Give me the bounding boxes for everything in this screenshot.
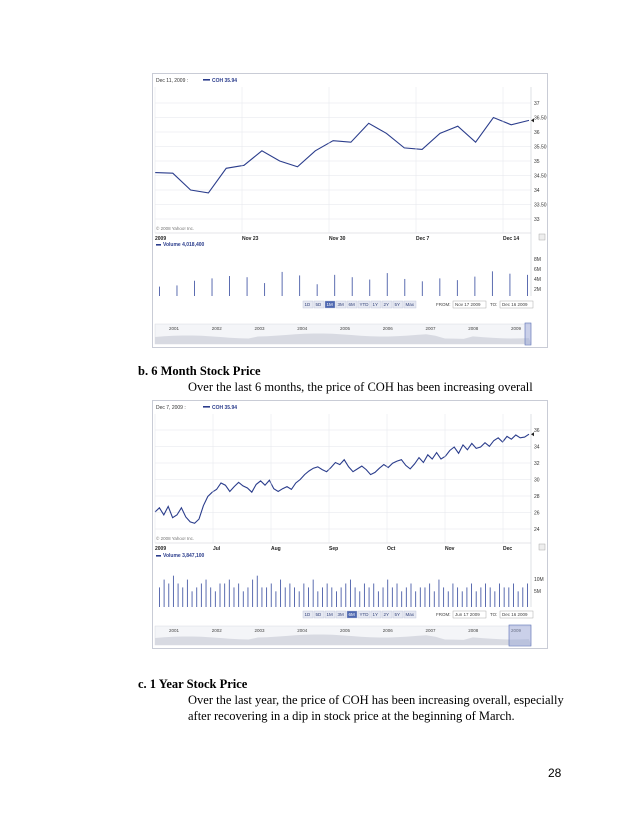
to-label: TO: — [490, 612, 498, 618]
volume-bar — [345, 584, 346, 608]
volume-swatch-icon — [156, 244, 161, 246]
range-button-label: 5Y — [394, 612, 401, 618]
from-date-value: Jun 17 2009 — [455, 612, 480, 618]
range-button-label: 1Y — [372, 302, 379, 308]
copyright-text: © 2008 Yahoo! Inc. — [156, 536, 195, 541]
navigator-year-label: 2002 — [211, 326, 222, 331]
volume-bar — [425, 587, 426, 607]
range-button-label: 3M — [337, 302, 344, 308]
range-button-label: YTD — [359, 302, 369, 308]
navigator-year-label: 2008 — [468, 326, 479, 331]
y-tick-label: 33.50 — [534, 202, 547, 209]
volume-bar — [164, 580, 165, 607]
x-tick-label: Nov — [445, 546, 455, 552]
volume-bar — [206, 580, 207, 607]
volume-bar — [247, 277, 248, 296]
volume-bar — [350, 580, 351, 607]
volume-tick-label: 5M — [534, 589, 541, 595]
volume-bar — [238, 584, 239, 608]
range-button-label: 1D — [304, 302, 311, 308]
y-tick-label: 37 — [534, 101, 540, 107]
volume-bar — [387, 273, 388, 296]
volume-bar — [280, 580, 281, 607]
price-line — [155, 434, 529, 523]
chart-header-symbol: COH 35.94 — [212, 405, 238, 411]
to-date-value: Dec 16 2009 — [502, 612, 528, 618]
navigator-window-handle[interactable] — [509, 625, 531, 646]
volume-bar — [285, 587, 286, 607]
volume-bar — [327, 584, 328, 608]
volume-bar — [299, 591, 300, 607]
y-tick-label: 28 — [534, 494, 540, 500]
navigator-window-handle[interactable] — [525, 323, 531, 345]
to-label: TO: — [490, 302, 498, 308]
six-month-chart-screenshot — [152, 400, 548, 649]
volume-bar — [264, 283, 265, 296]
volume-bar — [509, 274, 510, 296]
navigator-year-label: 2001 — [169, 628, 180, 633]
range-button-label: Max — [405, 302, 415, 308]
volume-bar — [220, 584, 221, 608]
from-label: FROM: — [436, 302, 451, 308]
volume-bar — [182, 587, 183, 607]
volume-bar — [513, 584, 514, 608]
volume-bar — [234, 587, 235, 607]
y-tick-label: 26 — [534, 510, 540, 517]
volume-bar — [429, 584, 430, 608]
navigator-year-label: 2003 — [254, 326, 265, 331]
y-tick-label: 34 — [534, 444, 540, 451]
volume-tick-label: 10M — [534, 577, 544, 583]
range-button-label: 6M — [348, 612, 355, 618]
volume-bar — [275, 591, 276, 607]
volume-bar — [289, 584, 290, 608]
volume-bar — [322, 587, 323, 607]
navigator-year-label: 2003 — [254, 628, 265, 633]
volume-tick-label: 2M — [534, 287, 541, 293]
section-b-title: b. 6 Month Stock Price — [138, 364, 261, 378]
volume-bar — [527, 584, 528, 608]
volume-bar — [352, 277, 353, 296]
y-tick-label: 36 — [534, 428, 540, 434]
x-tick-label: Dec 14 — [503, 236, 520, 242]
volume-bar — [341, 587, 342, 607]
volume-bar — [215, 591, 216, 607]
volume-swatch-icon — [156, 555, 161, 557]
volume-bar — [480, 587, 481, 607]
volume-bar — [499, 584, 500, 608]
volume-bar — [404, 279, 405, 296]
y-tick-label: 30 — [534, 477, 540, 484]
volume-label: Volume 3,847,100 — [163, 553, 205, 559]
volume-bar — [369, 280, 370, 296]
navigator-year-label: 2007 — [425, 628, 436, 633]
volume-bar — [392, 587, 393, 607]
volume-bar — [485, 584, 486, 608]
volume-bar — [168, 584, 169, 608]
volume-bar — [177, 285, 178, 296]
volume-bar — [378, 591, 379, 607]
range-button-label: 2Y — [383, 302, 390, 308]
volume-tick-label: 4M — [534, 277, 541, 283]
volume-bar — [187, 580, 188, 607]
volume-bar — [355, 587, 356, 607]
navigator-year-label: 2005 — [340, 628, 351, 633]
six-month-chart-svg — [153, 401, 547, 648]
volume-bar — [261, 587, 262, 607]
chart-header-date: Dec 11, 2009 : — [156, 78, 189, 84]
volume-bar — [248, 587, 249, 607]
volume-bar — [457, 587, 458, 607]
volume-label: Volume 4,018,400 — [163, 242, 205, 248]
volume-bar — [411, 584, 412, 608]
y-tick-label: 34 — [534, 188, 540, 194]
volume-bar — [387, 580, 388, 607]
volume-bar — [308, 587, 309, 607]
x-tick-label: Nov 30 — [329, 236, 346, 242]
volume-bar — [462, 591, 463, 607]
volume-bar — [466, 587, 467, 607]
last-price-marker-icon — [531, 118, 534, 122]
one-month-chart-screenshot — [152, 73, 548, 348]
volume-bar — [201, 584, 202, 608]
volume-bar — [282, 272, 283, 296]
volume-bar — [212, 278, 213, 296]
volume-bar — [334, 275, 335, 296]
range-button-label: Max — [405, 612, 415, 618]
volume-bar — [224, 584, 225, 608]
y-tick-label: 35.50 — [534, 144, 547, 151]
y-tick-label: 33 — [534, 217, 540, 223]
volume-bar — [490, 587, 491, 607]
x-tick-label: 2009 — [155, 236, 167, 242]
volume-bar — [266, 587, 267, 607]
volume-bar — [359, 591, 360, 607]
volume-bar — [401, 591, 402, 607]
volume-bar — [420, 587, 421, 607]
x-tick-label: Aug — [271, 546, 281, 552]
volume-bar — [173, 576, 174, 607]
x-tick-label: Sep — [329, 546, 339, 552]
section-c-body: Over the last year, the price of COH has been increasing overall, especially after recovering in a dip in stock price at the beginning of March. — [188, 693, 564, 723]
volume-bar — [313, 580, 314, 607]
volume-bar — [518, 591, 519, 607]
navigator-year-label: 2001 — [169, 326, 180, 331]
volume-bar — [229, 276, 230, 296]
volume-bar — [383, 587, 384, 607]
volume-bar — [397, 584, 398, 608]
volume-tick-label: 8M — [534, 257, 541, 263]
volume-bar — [299, 275, 300, 296]
volume-bar — [159, 287, 160, 296]
navigator-year-label: 2008 — [468, 628, 479, 633]
volume-bar — [494, 591, 495, 607]
y-tick-label: 32 — [534, 461, 540, 467]
y-tick-label: 24 — [534, 527, 540, 533]
navigator-year-label: 2002 — [211, 628, 222, 633]
section-b-body: Over the last 6 months, the price of COH has been increasing overall — [188, 380, 533, 394]
range-button-label: 6M — [348, 302, 355, 308]
chart-header-symbol: COH 35.94 — [212, 78, 238, 84]
navigator-year-label: 2006 — [382, 628, 393, 633]
navigator-year-label: 2005 — [340, 326, 351, 331]
one-month-chart-svg — [153, 74, 547, 347]
volume-bar — [504, 587, 505, 607]
x-tick-label: Jul — [213, 546, 221, 552]
volume-bar — [448, 591, 449, 607]
volume-bar — [457, 280, 458, 296]
volume-bar — [452, 584, 453, 608]
last-price-marker-icon — [531, 432, 534, 436]
volume-bar — [336, 591, 337, 607]
volume-bar — [406, 587, 407, 607]
range-button-label: 2Y — [383, 612, 390, 618]
section-c-title: c. 1 Year Stock Price — [138, 677, 248, 691]
volume-bar — [331, 587, 332, 607]
collapse-button-icon[interactable] — [539, 544, 545, 550]
volume-bar — [257, 576, 258, 607]
volume-bar — [492, 271, 493, 296]
volume-bar — [303, 584, 304, 608]
range-button-label: YTD — [359, 612, 369, 618]
range-button-label: 1M — [326, 612, 333, 618]
range-button-label: 5D — [315, 302, 322, 308]
volume-bar — [415, 591, 416, 607]
volume-bar — [243, 591, 244, 607]
volume-bar — [434, 591, 435, 607]
navigator-year-label: 2004 — [297, 628, 308, 633]
volume-bar — [369, 587, 370, 607]
volume-bar — [443, 587, 444, 607]
to-date-value: Dec 16 2009 — [502, 302, 528, 308]
volume-tick-label: 6M — [534, 267, 541, 273]
volume-bar — [474, 277, 475, 296]
y-tick-label: 34.50 — [534, 173, 547, 180]
x-tick-label: Dec — [503, 546, 513, 552]
page-number: 28 — [548, 766, 562, 780]
series-swatch-icon — [203, 406, 210, 408]
volume-bar — [252, 580, 253, 607]
volume-bar — [438, 580, 439, 607]
navigator-year-label: 2004 — [297, 326, 308, 331]
x-tick-label: Dec 7 — [416, 236, 430, 242]
volume-bar — [196, 587, 197, 607]
copyright-text: © 2008 Yahoo! Inc. — [156, 226, 195, 231]
x-tick-label: Nov 23 — [242, 236, 259, 242]
volume-bar — [471, 584, 472, 608]
volume-bar — [210, 587, 211, 607]
volume-bar — [194, 281, 195, 296]
range-button-label: 3M — [337, 612, 344, 618]
navigator-year-label: 2009 — [511, 326, 522, 331]
y-tick-label: 36.50 — [534, 115, 547, 122]
navigator-year-label: 2007 — [425, 326, 436, 331]
range-button-label: 1D — [304, 612, 311, 618]
volume-bar — [317, 284, 318, 296]
volume-bar — [317, 591, 318, 607]
volume-bar — [229, 580, 230, 607]
collapse-button-icon[interactable] — [539, 234, 545, 240]
volume-bar — [178, 584, 179, 608]
volume-bar — [294, 587, 295, 607]
volume-bar — [439, 278, 440, 296]
volume-bar — [271, 584, 272, 608]
range-button-label: 5Y — [394, 302, 401, 308]
volume-bar — [527, 275, 528, 296]
volume-bar — [508, 587, 509, 607]
range-button-label: 5D — [315, 612, 322, 618]
from-label: FROM: — [436, 612, 451, 618]
volume-bar — [364, 584, 365, 608]
volume-bar — [522, 587, 523, 607]
volume-bar — [192, 591, 193, 607]
range-button-label: 1Y — [372, 612, 379, 618]
range-button-label: 1M — [326, 302, 333, 308]
volume-bar — [159, 587, 160, 607]
volume-bar — [422, 281, 423, 296]
y-tick-label: 36 — [534, 130, 540, 136]
price-line — [155, 118, 529, 193]
volume-bar — [373, 584, 374, 608]
chart-header-date: Dec 7, 2009 : — [156, 405, 186, 411]
x-tick-label: Oct — [387, 546, 396, 552]
x-tick-label: 2009 — [155, 546, 167, 552]
navigator-year-label: 2006 — [382, 326, 393, 331]
series-swatch-icon — [203, 79, 210, 81]
y-tick-label: 35 — [534, 159, 540, 165]
volume-bar — [476, 591, 477, 607]
from-date-value: Nov 17 2009 — [455, 302, 481, 308]
